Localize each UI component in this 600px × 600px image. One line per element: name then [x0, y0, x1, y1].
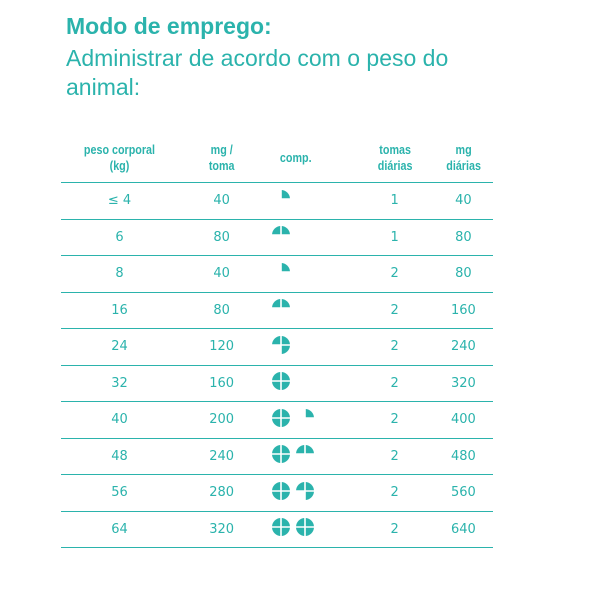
- table-row: [61, 402, 493, 439]
- table-row: [61, 511, 493, 548]
- header-mg-line2: toma: [208, 159, 235, 173]
- header-tomas-line1: tomas: [378, 143, 411, 157]
- cell-mg-daily: 160: [434, 292, 493, 329]
- cell-tablets: [265, 292, 355, 329]
- cell-mg-per-dose: 160: [178, 365, 265, 402]
- tablet-group: [271, 298, 291, 318]
- table-row: [61, 219, 493, 256]
- cell-tablets: [265, 475, 355, 512]
- cell-weight: 64: [61, 511, 178, 548]
- cell-daily-doses: 2: [356, 511, 434, 548]
- table-row: [61, 292, 493, 329]
- cell-daily-doses: 2: [356, 256, 434, 293]
- header-mg-line1: mg /: [210, 143, 233, 157]
- cell-weight: 16: [61, 292, 178, 329]
- cell-mg-daily: 640: [434, 511, 493, 548]
- header-daily-line1: mg: [455, 143, 472, 157]
- scored-tablet-icon: [271, 189, 291, 209]
- scored-tablet-icon: [271, 225, 291, 245]
- cell-daily-doses: 1: [356, 219, 434, 256]
- header-weight: [69, 134, 170, 183]
- header-comp: [272, 134, 350, 183]
- header-weight-line2: (kg): [109, 159, 130, 173]
- table-row: [61, 438, 493, 475]
- instructions-title: Modo de emprego:: [66, 13, 272, 39]
- cell-daily-doses: 2: [356, 365, 434, 402]
- scored-tablet-icon: [295, 481, 315, 501]
- table-row: [61, 475, 493, 512]
- tablet-group: [271, 371, 291, 391]
- table-row: [61, 329, 493, 366]
- scored-tablet-icon: [295, 444, 315, 464]
- scored-tablet-icon: [271, 335, 291, 355]
- header-mg-daily: [438, 134, 489, 183]
- header-comp-label: comp.: [280, 151, 312, 165]
- cell-weight: 48: [61, 438, 178, 475]
- cell-mg-daily: 480: [434, 438, 493, 475]
- cell-mg-per-dose: 240: [178, 438, 265, 475]
- cell-tablets: [265, 402, 355, 439]
- header-tomas-line2: diárias: [377, 159, 413, 173]
- cell-tablets: [265, 219, 355, 256]
- table-row: [61, 183, 493, 220]
- dosage-table-body: [61, 183, 493, 548]
- tablet-group: [271, 408, 315, 428]
- cell-tablets: [265, 511, 355, 548]
- cell-tablets: [265, 329, 355, 366]
- cell-weight: ≤ 4: [61, 183, 178, 220]
- cell-mg-per-dose: 320: [178, 511, 265, 548]
- tablet-group: [271, 444, 315, 464]
- tablet-group: [271, 262, 291, 282]
- cell-mg-daily: 40: [434, 183, 493, 220]
- cell-mg-per-dose: 80: [178, 219, 265, 256]
- header-daily-line2: diárias: [446, 159, 481, 173]
- cell-daily-doses: 2: [356, 329, 434, 366]
- cell-tablets: [265, 365, 355, 402]
- scored-tablet-icon: [295, 408, 315, 428]
- scored-tablet-icon: [271, 262, 291, 282]
- cell-daily-doses: 2: [356, 292, 434, 329]
- cell-mg-per-dose: 80: [178, 292, 265, 329]
- scored-tablet-icon: [271, 444, 291, 464]
- scored-tablet-icon: [271, 481, 291, 501]
- instructions-subtitle: Administrar de acordo com o peso do animal:: [66, 45, 449, 100]
- cell-daily-doses: 2: [356, 438, 434, 475]
- cell-mg-daily: 80: [434, 219, 493, 256]
- cell-mg-daily: 320: [434, 365, 493, 402]
- cell-weight: 40: [61, 402, 178, 439]
- cell-mg-per-dose: 120: [178, 329, 265, 366]
- cell-tablets: [265, 183, 355, 220]
- tablet-group: [271, 225, 291, 245]
- cell-mg-daily: 560: [434, 475, 493, 512]
- scored-tablet-icon: [271, 517, 291, 537]
- cell-daily-doses: 2: [356, 402, 434, 439]
- tablet-group: [271, 189, 291, 209]
- cell-mg-per-dose: 40: [178, 183, 265, 220]
- table-row: [61, 256, 493, 293]
- cell-weight: 24: [61, 329, 178, 366]
- tablet-group: [271, 517, 315, 537]
- scored-tablet-icon: [271, 298, 291, 318]
- cell-daily-doses: 2: [356, 475, 434, 512]
- cell-weight: 8: [61, 256, 178, 293]
- scored-tablet-icon: [271, 371, 291, 391]
- cell-tablets: [265, 256, 355, 293]
- tablet-group: [271, 481, 315, 501]
- cell-mg-per-dose: 200: [178, 402, 265, 439]
- cell-weight: 56: [61, 475, 178, 512]
- scored-tablet-icon: [295, 517, 315, 537]
- header-weight-line1: peso corporal: [83, 143, 156, 157]
- cell-weight: 32: [61, 365, 178, 402]
- tablet-group: [271, 335, 291, 355]
- cell-mg-daily: 240: [434, 329, 493, 366]
- table-row: [61, 365, 493, 402]
- cell-daily-doses: 1: [356, 183, 434, 220]
- cell-mg-per-dose: 280: [178, 475, 265, 512]
- cell-mg-daily: 400: [434, 402, 493, 439]
- dosage-table: [61, 134, 493, 548]
- table-header-row: [61, 134, 493, 183]
- cell-tablets: [265, 438, 355, 475]
- cell-mg-daily: 80: [434, 256, 493, 293]
- header-mg-per-dose: [184, 134, 259, 183]
- cell-mg-per-dose: 40: [178, 256, 265, 293]
- header-daily-doses: [361, 134, 428, 183]
- scored-tablet-icon: [271, 408, 291, 428]
- cell-weight: 6: [61, 219, 178, 256]
